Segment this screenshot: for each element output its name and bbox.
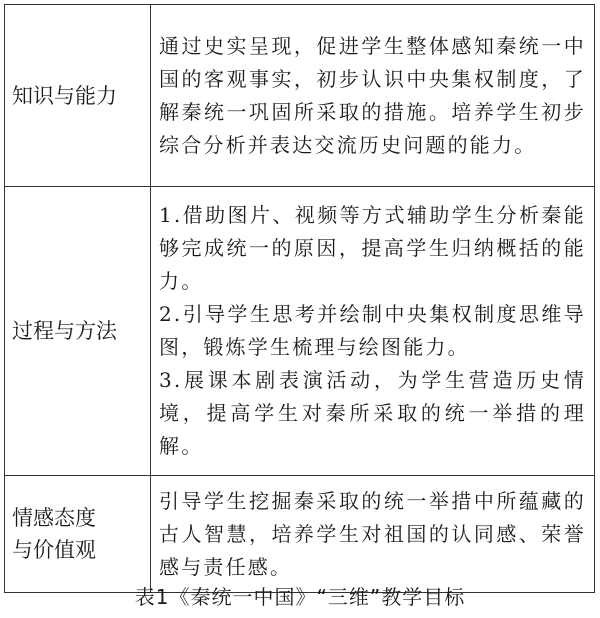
row-content-emotion — [151, 476, 595, 593]
row-label-knowledge: 知识与能力 — [5, 5, 151, 187]
table-row-emotion — [5, 476, 595, 593]
content-item-1: 1.借助图片、视频等方式辅助学生分析秦能够完成统一的原因，提高学生归纳概括的能力。 — [159, 203, 586, 293]
table-row-knowledge — [5, 5, 595, 187]
content-paragraph: 通过史实呈现，促进学生整体感知秦统一中国的客观事实，初步认识中央集权制度，了解秦统一巩固所采取的措施。培养学生初步综合分析并表达交流历史问题的能力。 — [159, 33, 586, 157]
content-item-2: 2.引导学生思考并绘制中央集权制度思维导图，锻炼学生梳理与绘图能力。 — [159, 302, 586, 359]
table-caption: 表1《秦统一中国》“三维”教学目标 — [134, 585, 466, 609]
row-content-knowledge — [151, 5, 595, 187]
content-item-3: 3.展课本剧表演活动，为学生营造历史情境，提高学生对秦所采取的统一举措的理解。 — [159, 368, 586, 458]
row-label-line-1: 情感态度 — [12, 506, 96, 530]
table-row-process — [5, 187, 595, 476]
row-label-process: 过程与方法 — [5, 187, 151, 476]
content-paragraph: 引导学生挖掘秦采取的统一举措中所蕴藏的古人智慧，培养学生对祖国的认同感、荣誉感与责任感。 — [159, 488, 586, 579]
row-label-line-2: 与价值观 — [12, 538, 96, 562]
row-content-process — [151, 187, 595, 476]
teaching-objectives-table — [4, 4, 595, 593]
row-label-emotion — [5, 476, 151, 593]
teaching-objectives-table-container — [4, 4, 595, 593]
